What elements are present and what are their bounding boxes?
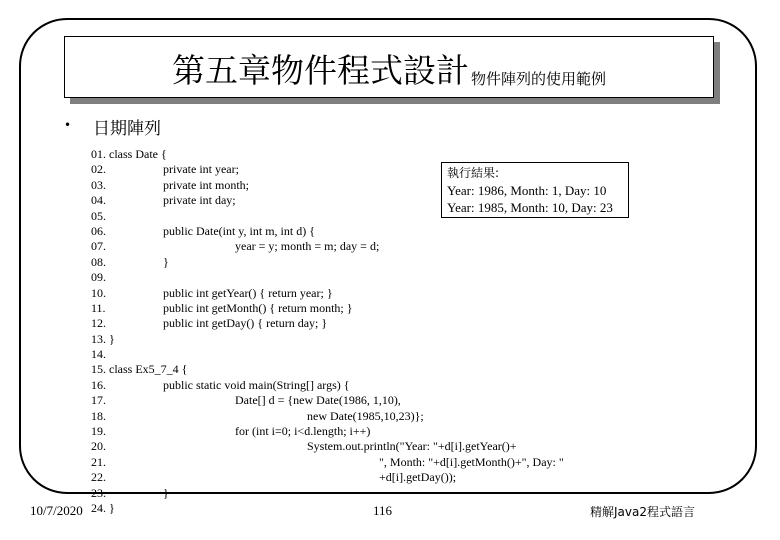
code-line-text: private int month; <box>163 177 249 192</box>
code-line-number: 07. <box>91 239 106 254</box>
code-line-text: ", Month: "+d[i].getMonth()+", Day: " <box>379 454 564 469</box>
code-line-number: 23. <box>91 485 106 500</box>
code-line-number: 12. <box>91 316 106 331</box>
code-line-text: for (int i=0; i<d.length; i++) <box>235 424 371 439</box>
bullet-icon: • <box>64 118 72 132</box>
code-line-text: } <box>163 485 169 500</box>
code-line-text: private int year; <box>163 162 239 177</box>
footer-page-number: 116 <box>373 503 393 518</box>
code-line-number: 18. <box>91 408 106 423</box>
code-line-text: } <box>109 500 115 515</box>
code-line-text: year = y; month = m; day = d; <box>235 239 380 254</box>
code-line-text: } <box>109 331 115 346</box>
code-line-text: } <box>163 254 169 269</box>
code-line-number: 19. <box>91 424 106 439</box>
code-line-number: 13. <box>91 331 106 346</box>
code-line-text: public static void main(String[] args) { <box>163 377 350 392</box>
code-line-number: 01. <box>91 147 106 161</box>
code-line-number: 11. <box>91 300 106 315</box>
code-line-text: public int getMonth() { return month; } <box>163 300 353 315</box>
code-line-number: 06. <box>91 223 106 238</box>
code-line-number: 21. <box>91 454 106 469</box>
code-line-text: +d[i].getDay()); <box>379 470 457 485</box>
code-line-number: 09. <box>91 270 106 285</box>
code-line-text: class Ex5_7_4 { <box>109 362 188 377</box>
code-line-text: Date[] d = {new Date(1986, 1,10), <box>235 393 401 408</box>
code-line-number: 20. <box>91 439 106 454</box>
code-line-number: 02. <box>91 162 106 177</box>
code-line-number: 10. <box>91 285 106 300</box>
code-line-number: 03. <box>91 177 106 192</box>
code-line-number: 22. <box>91 470 106 485</box>
footer-date: 10/7/2020 <box>30 503 83 518</box>
code-line-number: 08. <box>91 254 106 269</box>
code-line-text: class Date { <box>109 147 167 161</box>
code-line-number: 04. <box>91 193 106 208</box>
code-line-number: 24. <box>91 500 106 515</box>
code-line-text: new Date(1985,10,23)}; <box>307 408 424 423</box>
slide-title: 第五章物件程式設計 <box>171 51 469 90</box>
output-line: Year: 1986, Month: 1, Day: 10 <box>447 183 607 198</box>
code-line-text: private int day; <box>163 193 236 208</box>
code-line-text: public int getDay() { return day; } <box>163 316 328 331</box>
code-line-number: 16. <box>91 377 106 392</box>
output-box <box>441 162 629 218</box>
code-line-number: 14. <box>91 347 106 362</box>
code-line-text: System.out.println("Year: "+d[i].getYear()+ <box>307 439 517 454</box>
footer-book-title: 精解Java2程式語言 <box>590 505 695 519</box>
code-line-text: public Date(int y, int m, int d) { <box>163 223 315 238</box>
output-line: Year: 1985, Month: 10, Day: 23 <box>447 200 613 215</box>
code-line-text: public int getYear() { return year; } <box>163 285 333 300</box>
output-label: 執行結果: <box>447 166 500 180</box>
code-line-number: 15. <box>91 362 106 377</box>
title-box <box>64 36 714 98</box>
bullet-text: 日期陣列 <box>93 119 161 139</box>
slide-subtitle: 物件陣列的使用範例 <box>470 70 606 88</box>
code-line-number: 05. <box>91 208 106 223</box>
code-line-number: 17. <box>91 393 106 408</box>
